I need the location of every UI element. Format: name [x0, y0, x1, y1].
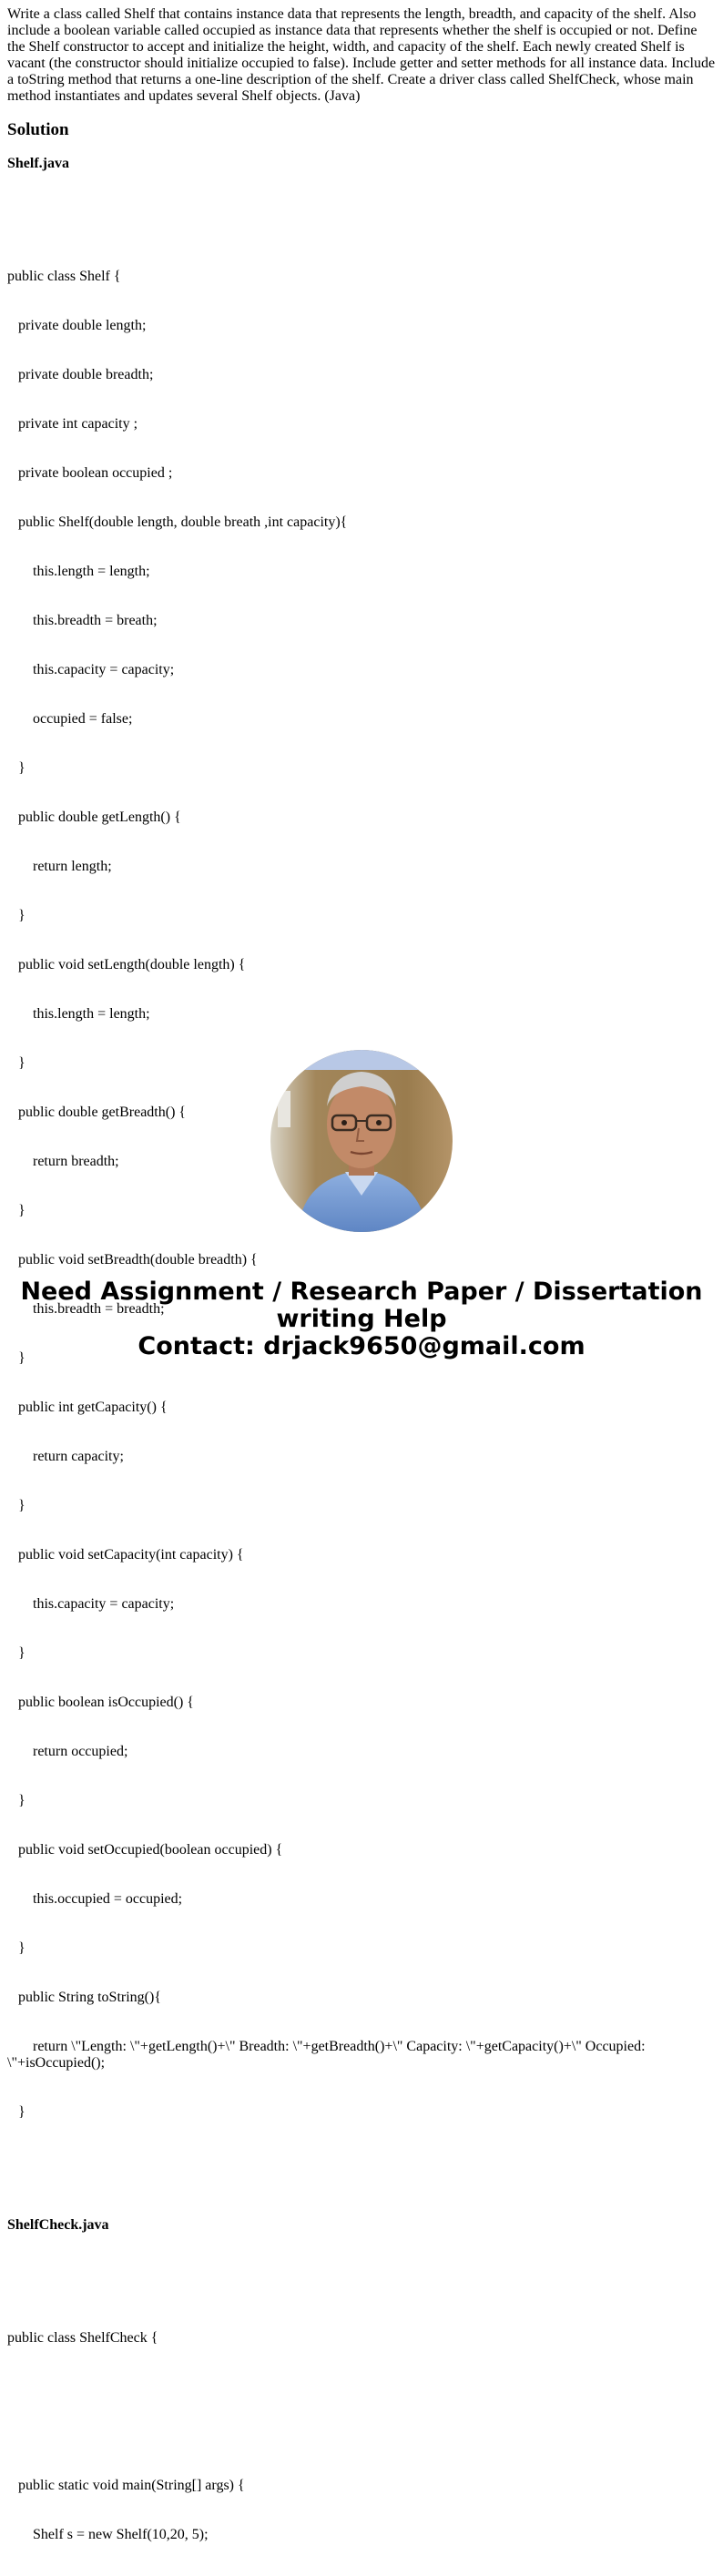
code-line: public void setBreadth(double breadth) { [7, 1252, 258, 1268]
code-line: public String toString(){ [7, 1990, 162, 2005]
promo-line-1: Need Assignment / Research Paper / Dissertation [20, 1278, 703, 1306]
code-line: public static void main(String[] args) { [7, 2478, 245, 2493]
code-line: } [7, 1793, 25, 1808]
code-line [7, 219, 718, 236]
file-heading-shelfcheck: ShelfCheck.java [7, 2217, 109, 2233]
code-line: private double length; [7, 318, 147, 333]
code-line: } [7, 1498, 25, 1513]
code-line: this.capacity = capacity; [7, 662, 175, 677]
code-line: occupied = false; [7, 711, 133, 727]
code-line: } [7, 2104, 25, 2120]
code-line [7, 2379, 718, 2396]
code-line: private int capacity ; [7, 416, 138, 432]
code-line: return occupied; [7, 1744, 128, 1759]
code-line [7, 2153, 718, 2170]
code-block-shelfcheck [7, 2248, 718, 2576]
code-line: public int getCapacity() { [7, 1400, 168, 1415]
code-line: return breadth; [7, 1154, 119, 1169]
code-line: this.occupied = occupied; [7, 1891, 183, 1907]
code-line: public double getLength() { [7, 809, 181, 825]
code-line: public void setLength(double length) { [7, 957, 246, 972]
code-line: } [7, 760, 25, 776]
code-line: this.length = length; [7, 1006, 150, 1022]
code-line [7, 2428, 718, 2445]
code-line [7, 2281, 718, 2297]
code-line: } [7, 1645, 25, 1661]
code-line: this.capacity = capacity; [7, 1596, 175, 1612]
code-line: this.breadth = breadth; [7, 1301, 165, 1317]
promo-footer [0, 1278, 723, 1360]
code-line: } [7, 908, 25, 923]
code-line: } [7, 1940, 25, 1956]
promo-contact: Contact: drjack9650@gmail.com [137, 1332, 586, 1360]
code-line: } [7, 1350, 25, 1366]
file-heading-shelf: Shelf.java [7, 156, 69, 171]
code-line: public Shelf(double length, double breath ,int capacity){ [7, 514, 348, 530]
code-line: public class Shelf { [7, 269, 121, 284]
code-line: return \"Length: \"+getLength()+\" Breadth: \"+getBreadth()+\" Capacity: \"+getCapacity()+\" Occupied: \"+isOccupied(); [7, 2039, 649, 2071]
code-line: this.length = length; [7, 564, 150, 579]
question-text: Write a class called Shelf that contains instance data that represents the length, breadth, and capacity of the shelf. Also include a boolean variable called occupied as instance data that represents whether the shelf is occupied or not. Define the Shelf constructor to accept and initialize the height, width, and capacity of the shelf. Each newly created Shelf is vacant (the constructor should initialize occupied to false). Include getter and setter methods for all instance data. Include a toString method that returns a one-line description of the shelf. Create a driver class called ShelfCheck, whose main method instantiates and updates several Shelf objects. (Java) [7, 6, 716, 104]
solution-heading: Solution [7, 120, 69, 139]
code-line: } [7, 1055, 25, 1071]
code-line: public boolean isOccupied() { [7, 1695, 194, 1710]
code-line: return capacity; [7, 1449, 124, 1464]
author-avatar [270, 1050, 453, 1232]
code-line: public class ShelfCheck { [7, 2330, 158, 2346]
promo-line-2: writing Help [276, 1305, 447, 1333]
code-line: public void setOccupied(boolean occupied) { [7, 1842, 283, 1858]
code-line: Shelf s = new Shelf(10,20, 5); [7, 2527, 209, 2542]
code-line: private double breadth; [7, 367, 154, 382]
code-line: } [7, 1203, 25, 1218]
code-line: public void setCapacity(int capacity) { [7, 1547, 244, 1563]
portrait-image [270, 1050, 453, 1232]
code-line: private boolean occupied ; [7, 465, 173, 481]
code-line: this.breadth = breath; [7, 613, 158, 628]
code-line: public double getBreadth() { [7, 1105, 187, 1120]
code-line: return length; [7, 859, 112, 874]
